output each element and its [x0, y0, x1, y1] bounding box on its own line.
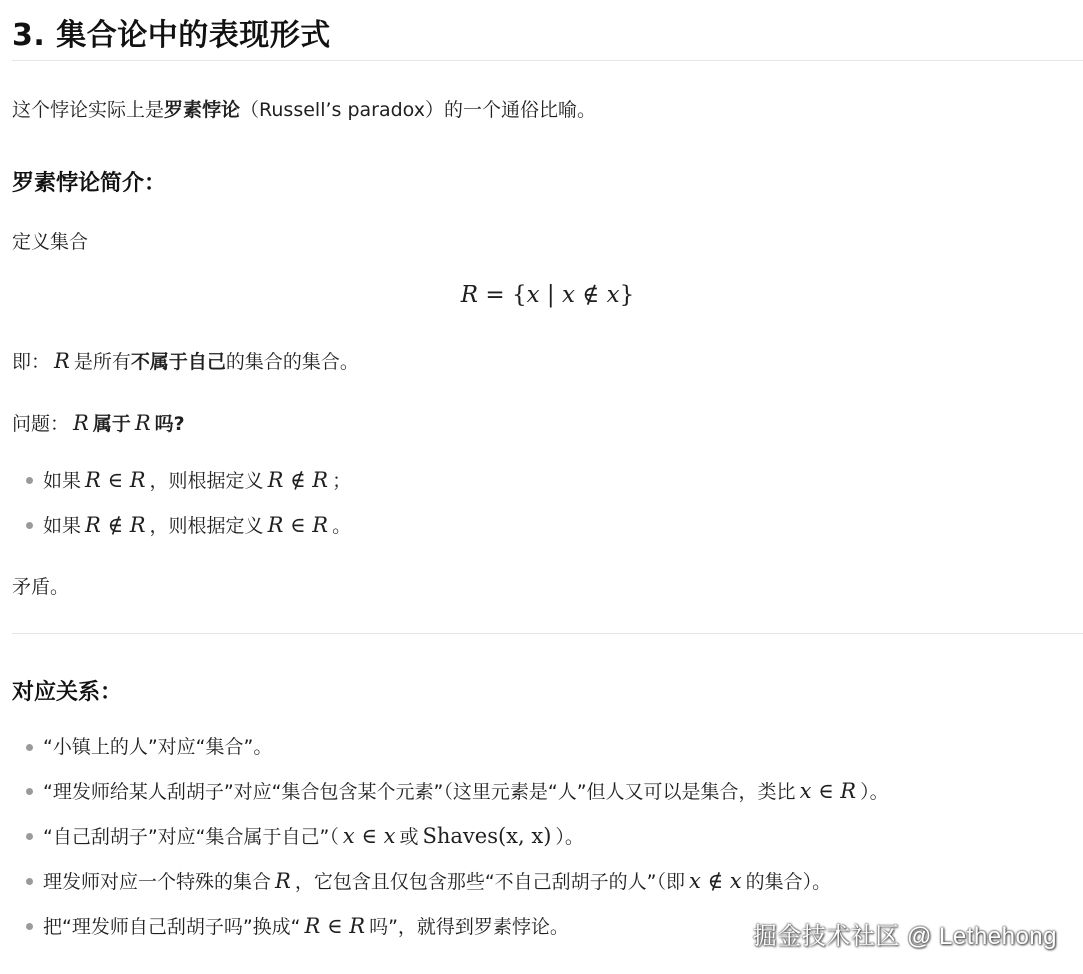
case-post: 。 [332, 515, 352, 537]
question-pre: 问题： [12, 413, 70, 435]
mapping-post: 的集合）。 [745, 871, 832, 893]
bullet [26, 833, 33, 840]
display-formula [12, 282, 1083, 308]
formula-x2: x [561, 282, 575, 308]
bullet [26, 788, 33, 795]
mapping-pre: “理发师给某人刮胡子”对应“集合包含某个元素”（这里元素是“人”但人又可以是集合，类比 [43, 781, 796, 803]
math-expr: x ∈ R [799, 779, 857, 803]
that-is-paragraph [12, 347, 359, 376]
question-bold-belongs: 属于 [92, 413, 131, 435]
math-expr: R [275, 869, 291, 893]
formula-x3: x [606, 282, 620, 308]
formula-lhs: R [460, 282, 479, 308]
bullet [26, 923, 33, 930]
mapping-post: ）。 [555, 826, 584, 848]
formula-x1: x [526, 282, 540, 308]
question-bold-end: 吗? [154, 413, 185, 435]
mapping-pre: 理发师对应一个特殊的集合 [43, 871, 272, 893]
math-expr: R ∉ R [267, 468, 329, 492]
intro-text-end: （Russell’s paradox）的一个通俗比喻。 [240, 99, 596, 121]
math-expr: x ∉ x [689, 869, 742, 893]
intro-paragraph [12, 96, 596, 124]
formula-notin: ∉ [574, 282, 607, 308]
mapping-post: 吗”，就得到罗素悖论。 [369, 916, 569, 938]
mapping-text: “小镇上的人”对应“集合”。 [43, 736, 273, 758]
math-expr: Shaves(x, x) [422, 824, 552, 848]
that-is-mid: 是所有 [73, 351, 131, 373]
math-expr: R ∉ R [85, 513, 146, 537]
section-title: 3. 集合论中的表现形式 [12, 18, 331, 53]
that-is-pre: 即： [12, 351, 51, 373]
mapping-post: ）。 [860, 781, 889, 803]
mapping-heading: 对应关系： [12, 680, 123, 705]
case-mid: ，则根据定义 [149, 470, 264, 492]
bullet [26, 744, 33, 751]
math-R: R [54, 349, 70, 373]
math-expr: R ∈ R [267, 513, 329, 537]
watermark: 掘金技术社区 @ Lethehong [752, 923, 1057, 950]
bullet [26, 522, 33, 529]
formula-eq: = { [478, 282, 527, 308]
math-R: R [73, 411, 89, 435]
formula-close: } [619, 282, 635, 308]
bullet [26, 477, 33, 484]
that-is-bold: 不属于自己 [130, 351, 226, 373]
mapping-mid: ，它包含且仅包含那些“不自己刮胡子的人”（即 [294, 871, 686, 893]
mapping-mid: 或 [399, 826, 419, 848]
divider [12, 60, 1083, 61]
mapping-pre: 把“理发师自己刮胡子吗”换成“ [43, 916, 301, 938]
russell-intro-heading: 罗素悖论简介： [12, 171, 167, 196]
case-mid: ，则根据定义 [149, 515, 264, 537]
define-text: 定义集合 [12, 231, 89, 253]
mapping-pre: “自己刮胡子”对应“集合属于自己”（ [43, 826, 339, 848]
math-expr: R ∈ R [85, 468, 146, 492]
math-expr: R ∈ R [304, 914, 366, 938]
formula-bar: | [539, 282, 562, 308]
math-expr: x ∈ x [342, 824, 396, 848]
contradiction-text: 矛盾。 [12, 576, 70, 598]
intro-text: 这个悖论实际上是 [12, 99, 165, 121]
math-R: R [134, 411, 151, 435]
bullet [26, 878, 33, 885]
case-pre: 如果 [43, 470, 82, 492]
intro-bold: 罗素悖论 [164, 99, 241, 121]
case-post: ； [332, 470, 352, 492]
divider [12, 633, 1083, 634]
that-is-post: 的集合的集合。 [225, 351, 359, 373]
case-pre: 如果 [43, 515, 82, 537]
question-paragraph [12, 409, 185, 438]
